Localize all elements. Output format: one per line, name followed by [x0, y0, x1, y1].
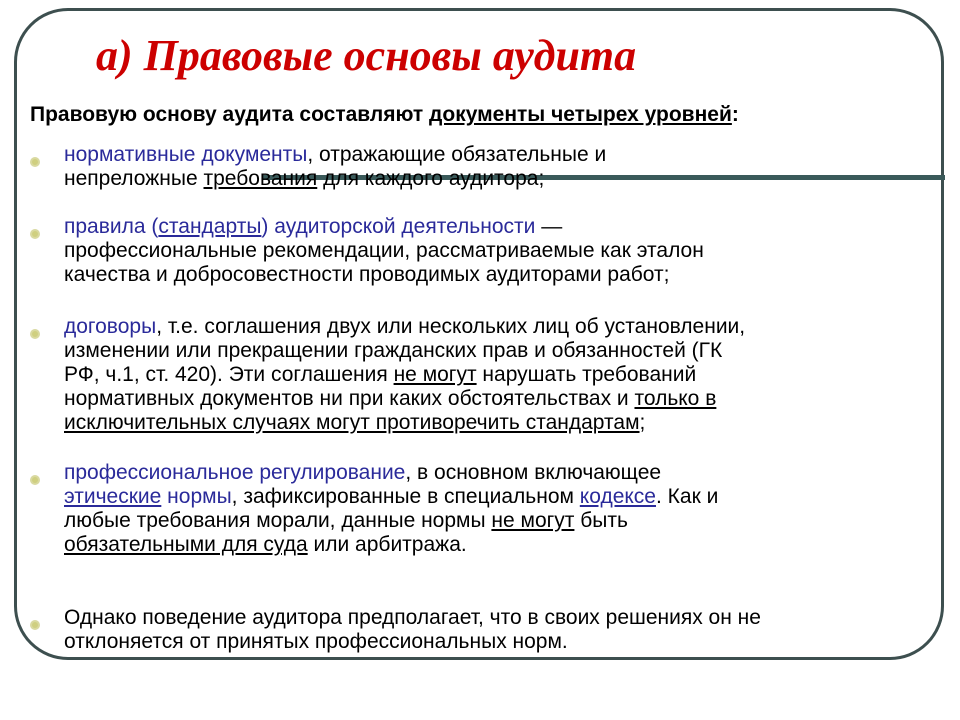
list-item-text: [64, 215, 954, 287]
term-link[interactable]: договоры: [64, 315, 157, 338]
text-span: непреложные: [64, 167, 204, 190]
text-line: [64, 509, 954, 533]
text-line: отклоняется от принятых профессиональных норм.: [64, 630, 568, 653]
text-span: нарушать требований: [476, 363, 697, 386]
term-link[interactable]: нормы: [167, 485, 232, 508]
text-span: , отражающие обязательные и: [307, 143, 607, 166]
lead-prefix: Правовую основу аудита составляют: [30, 103, 430, 126]
text-line: [64, 387, 954, 411]
list-item-text: [64, 606, 954, 654]
bullet-icon: [30, 157, 40, 167]
underlined-span: только в: [634, 387, 717, 410]
text-line: профессиональные рекомендации, рассматриваемые как эталон: [64, 239, 704, 262]
text-line: Однако поведение аудитора предполагает, что в своих решениях он не: [64, 606, 761, 629]
text-line: [64, 461, 954, 485]
text-span: , т.е. соглашения двух или нескольких лиц об установлении,: [156, 315, 746, 338]
term-link[interactable]: профессиональное регулирование: [64, 461, 406, 484]
text-span: РФ, ч.1, ст. 420). Эти соглашения: [64, 363, 394, 386]
text-span: —: [535, 215, 563, 238]
term-link[interactable]: этические: [64, 485, 162, 508]
text-line: [64, 533, 954, 557]
term-link[interactable]: кодексе: [579, 485, 656, 508]
text-span: любые требования морали, данные нормы: [64, 509, 492, 532]
text-span: , зафиксированные в специальном: [231, 485, 580, 508]
text-span: или арбитража.: [307, 533, 467, 556]
underlined-span: исключительных случаях могут противоречить стандартам: [64, 411, 640, 434]
text-line: качества и добросовестности проводимых аудиторами работ;: [64, 263, 670, 286]
text-span: нормативных документов ни при каких обстоятельствах и: [64, 387, 635, 410]
text-span: быть: [574, 509, 628, 532]
lead-underlined: документы четырех уровней: [429, 103, 732, 126]
bullet-icon: [30, 620, 40, 630]
text-line: [64, 143, 954, 167]
underlined-span: не могут: [393, 363, 477, 386]
underlined-span: не могут: [491, 509, 575, 532]
list-item-text: [64, 315, 954, 435]
term-link[interactable]: нормативные документы: [64, 143, 308, 166]
bullet-icon: [30, 329, 40, 339]
underlined-span: требования: [203, 167, 318, 190]
list-item-text: [64, 461, 954, 557]
text-line: [64, 363, 954, 387]
text-line: [64, 411, 954, 435]
text-line: изменении или прекращении гражданских прав и обязанностей (ГК: [64, 339, 723, 362]
text-line: [64, 215, 954, 239]
text-line: [64, 315, 954, 339]
text-span: , в основном включающее: [405, 461, 662, 484]
text-span: для каждого аудитора;: [317, 167, 545, 190]
list-item-text: [64, 143, 954, 191]
term-link[interactable]: ) аудиторской деятельности: [261, 215, 536, 238]
term-link[interactable]: стандарты: [158, 215, 262, 238]
lead-sentence: [30, 100, 739, 130]
text-span: ;: [639, 411, 646, 434]
text-span: . Как и: [655, 485, 719, 508]
bullet-icon: [30, 475, 40, 485]
underlined-span: обязательными для суда: [64, 533, 308, 556]
text-line: [64, 485, 954, 509]
bullet-icon: [30, 229, 40, 239]
lead-suffix: :: [731, 103, 739, 126]
text-line: [64, 167, 954, 191]
slide-title: а) Правовые основы аудита: [96, 31, 637, 80]
term-link[interactable]: правила (: [64, 215, 159, 238]
